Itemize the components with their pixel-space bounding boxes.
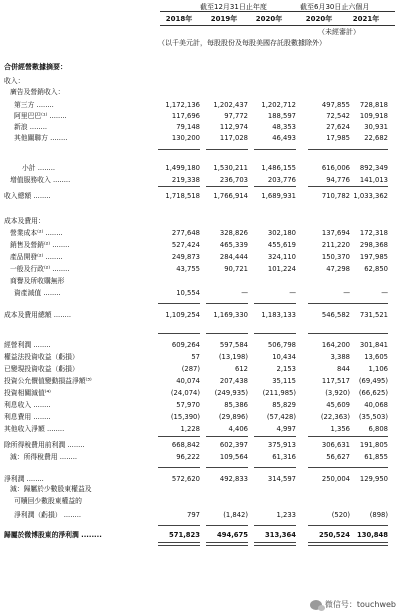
subtotal-rule xyxy=(254,467,296,468)
subtotal-rule xyxy=(158,525,200,526)
value-cell: 130,848 xyxy=(357,531,388,539)
table-row xyxy=(0,412,400,423)
value-cell: 27,624 xyxy=(326,123,350,131)
interim-period-label: 截至6月30日止六個月 xyxy=(300,3,370,11)
row-label: 投資公允價值變動損益淨額⁽³⁾ xyxy=(4,377,92,385)
unaudited-label: （未經審計） xyxy=(318,28,360,36)
table-row xyxy=(0,364,400,375)
value-cell: 150,370 xyxy=(321,253,350,261)
value-cell: 130,200 xyxy=(171,134,200,142)
year-2021-interim: 2021年 xyxy=(352,15,380,23)
wechat-icon xyxy=(310,600,322,610)
value-cell: (35,503) xyxy=(358,413,388,421)
table-row xyxy=(0,111,400,122)
subtotal-rule xyxy=(308,333,350,334)
value-cell: 731,521 xyxy=(359,311,388,319)
value-cell: 172,318 xyxy=(359,229,388,237)
value-cell: (249,935) xyxy=(214,389,248,397)
value-cell: 250,524 xyxy=(319,531,350,539)
year-2020: 2020年 xyxy=(255,15,283,23)
row-label: 產品開發⁽²⁾ ........ xyxy=(10,253,63,261)
value-cell: 277,648 xyxy=(171,229,200,237)
value-cell: 612 xyxy=(235,365,248,373)
row-label: 其他收入淨額 ........ xyxy=(4,425,65,433)
value-cell: 494,675 xyxy=(217,531,248,539)
value-cell: (1,842) xyxy=(223,511,248,519)
table-row xyxy=(0,424,400,435)
value-cell: 455,619 xyxy=(267,241,296,249)
value-cell: 3,388 xyxy=(330,353,350,361)
value-cell: 17,985 xyxy=(326,134,350,142)
year-header xyxy=(0,14,400,24)
value-cell: 1,172,136 xyxy=(165,101,200,109)
subtotal-rule xyxy=(206,467,248,468)
value-cell: 191,805 xyxy=(359,441,388,449)
subtotal-rule xyxy=(346,149,388,150)
subtotal-rule xyxy=(346,186,388,187)
value-cell: 1,202,437 xyxy=(213,101,248,109)
value-cell: 62,850 xyxy=(364,265,388,273)
value-cell: (22,363) xyxy=(320,413,350,421)
table-row xyxy=(0,191,400,202)
value-cell: 497,855 xyxy=(321,101,350,109)
value-cell: 1,202,712 xyxy=(261,101,296,109)
subtotal-rule xyxy=(254,525,296,526)
value-cell: 571,823 xyxy=(169,531,200,539)
table-row xyxy=(0,452,400,463)
watermark-text: 微信号：touchweb xyxy=(324,600,396,609)
row-label: 收入總額 ........ xyxy=(4,192,51,200)
subtotal-rule xyxy=(254,436,296,437)
row-label: 權益法投資收益（虧損） xyxy=(4,353,79,361)
value-cell: 249,873 xyxy=(171,253,200,261)
table-row xyxy=(0,264,400,275)
table-row xyxy=(0,352,400,363)
value-cell: 1,169,330 xyxy=(213,311,248,319)
table-row xyxy=(0,530,400,541)
row-label: 淨利潤 ........ xyxy=(4,475,44,483)
subtotal-rule xyxy=(206,149,248,150)
value-cell: (69,495) xyxy=(358,377,388,385)
subtotal-rule xyxy=(308,525,350,526)
value-cell: 314,597 xyxy=(267,475,296,483)
value-cell: 96,222 xyxy=(176,453,200,461)
value-cell: 1,228 xyxy=(180,425,200,433)
subtotal-rule xyxy=(346,467,388,468)
section-title: 合併經營數據摘要： xyxy=(4,63,67,71)
value-cell: 47,298 xyxy=(326,265,350,273)
row-label: 資產減值 ........ xyxy=(14,289,61,297)
value-cell: 506,798 xyxy=(267,341,296,349)
table-row xyxy=(0,228,400,239)
value-cell: 211,220 xyxy=(321,241,350,249)
row-label: 銷售及營銷⁽²⁾ ........ xyxy=(10,241,70,249)
value-cell: 313,364 xyxy=(265,531,296,539)
units-note: （以千美元計，每股股份及每股美國存託股數據除外） xyxy=(158,39,326,47)
subtotal-rule xyxy=(158,436,200,437)
subtotal-rule xyxy=(308,467,350,468)
value-cell: 302,180 xyxy=(267,229,296,237)
value-cell: 710,782 xyxy=(321,192,350,200)
row-label: 第三方 ........ xyxy=(14,101,54,109)
value-cell: — xyxy=(289,289,296,297)
row-label: 成本及費用總額 ........ xyxy=(4,311,72,319)
value-cell: (287) xyxy=(181,365,200,373)
value-cell: 40,074 xyxy=(176,377,200,385)
value-cell: 10,434 xyxy=(272,353,296,361)
value-cell: 117,028 xyxy=(219,134,248,142)
subtotal-rule xyxy=(158,186,200,187)
row-label: 新浪 ........ xyxy=(14,123,48,131)
table-row xyxy=(0,100,400,111)
value-cell: (13,198) xyxy=(218,353,248,361)
value-cell: 306,631 xyxy=(321,441,350,449)
value-cell: 72,542 xyxy=(326,112,350,120)
table-row xyxy=(0,496,400,507)
subtotal-rule xyxy=(346,303,388,304)
value-cell: 597,584 xyxy=(219,341,248,349)
value-cell: 6,808 xyxy=(368,425,388,433)
value-cell: 56,627 xyxy=(326,453,350,461)
value-cell: 492,833 xyxy=(219,475,248,483)
value-cell: 4,406 xyxy=(228,425,248,433)
value-cell: 94,776 xyxy=(326,176,350,184)
value-cell: 61,855 xyxy=(364,453,388,461)
table-row xyxy=(0,440,400,451)
value-cell: 117,696 xyxy=(171,112,200,120)
subtotal-rule xyxy=(158,303,200,304)
watermark xyxy=(310,599,396,610)
table-row xyxy=(0,276,400,287)
row-label: 一般及行政⁽²⁾ ........ xyxy=(10,265,70,273)
value-cell: 284,444 xyxy=(219,253,248,261)
row-label: 利息費用 ........ xyxy=(4,413,51,421)
value-cell: 1,718,518 xyxy=(165,192,200,200)
annual-period-label: 截至12月31日止年度 xyxy=(200,3,267,11)
value-cell: 572,620 xyxy=(171,475,200,483)
value-cell: 1,530,211 xyxy=(213,164,248,172)
value-cell: (66,625) xyxy=(358,389,388,397)
subtotal-rule xyxy=(308,436,350,437)
value-cell: 844 xyxy=(337,365,350,373)
value-cell: 1,033,362 xyxy=(353,192,388,200)
value-cell: 328,826 xyxy=(219,229,248,237)
value-cell: 48,353 xyxy=(272,123,296,131)
value-cell: (520) xyxy=(331,511,350,519)
row-label: 收入： xyxy=(4,77,25,85)
subtotal-rule xyxy=(308,186,350,187)
table-row xyxy=(0,76,400,87)
value-cell: 85,829 xyxy=(272,401,296,409)
row-label: 商譽及所收購無形 xyxy=(10,277,65,285)
row-label: 阿里巴巴⁽¹⁾ ........ xyxy=(14,112,67,120)
subtotal-rule xyxy=(254,333,296,334)
value-cell: 90,721 xyxy=(224,265,248,273)
value-cell: 2,153 xyxy=(276,365,296,373)
subtotal-rule xyxy=(158,149,200,150)
value-cell: — xyxy=(343,289,350,297)
value-cell: 219,338 xyxy=(171,176,200,184)
value-cell: 10,554 xyxy=(176,289,200,297)
value-cell: (15,390) xyxy=(170,413,200,421)
row-label: 減：歸屬於少數股東權益及 xyxy=(10,485,92,493)
value-cell: 4,997 xyxy=(276,425,296,433)
value-cell: 101,224 xyxy=(267,265,296,273)
value-cell: 616,006 xyxy=(321,164,350,172)
table-row xyxy=(0,133,400,144)
table-row xyxy=(0,340,400,351)
value-cell: (898) xyxy=(369,511,388,519)
row-label: 淨利潤（虧損） ........ xyxy=(14,511,82,519)
value-cell: 13,605 xyxy=(364,353,388,361)
row-label: 小計 ........ xyxy=(22,164,56,172)
value-cell: 465,339 xyxy=(219,241,248,249)
value-cell: 250,004 xyxy=(321,475,350,483)
value-cell: 1,356 xyxy=(330,425,350,433)
subtotal-rule xyxy=(308,303,350,304)
row-label: 已變現投資收益（虧損） xyxy=(4,365,79,373)
value-cell: 85,386 xyxy=(224,401,248,409)
value-cell: 40,068 xyxy=(364,401,388,409)
value-cell: 45,609 xyxy=(326,401,350,409)
value-cell: — xyxy=(241,289,248,297)
value-cell: 57 xyxy=(191,353,200,361)
value-cell: 1,486,155 xyxy=(261,164,296,172)
value-cell: 668,842 xyxy=(171,441,200,449)
table-row xyxy=(0,240,400,251)
double-rule xyxy=(158,542,200,546)
value-cell: — xyxy=(381,289,388,297)
subtotal-rule xyxy=(254,303,296,304)
value-cell: 141,013 xyxy=(359,176,388,184)
value-cell: 375,913 xyxy=(267,441,296,449)
value-cell: 546,582 xyxy=(321,311,350,319)
annual-rule xyxy=(160,11,290,12)
table-row xyxy=(0,288,400,299)
row-label: 除所得稅費用前利潤 ........ xyxy=(4,441,85,449)
year-2020-interim: 2020年 xyxy=(305,15,333,23)
subtotal-rule xyxy=(346,525,388,526)
value-cell: 197,985 xyxy=(359,253,388,261)
double-rule xyxy=(346,542,388,546)
year-2018: 2018年 xyxy=(165,15,193,23)
year-rule xyxy=(160,25,395,26)
table-row xyxy=(0,252,400,263)
double-rule xyxy=(254,542,296,546)
double-rule xyxy=(206,542,248,546)
value-cell: 236,703 xyxy=(219,176,248,184)
row-label: 其他關聯方 ........ xyxy=(14,134,68,142)
value-cell: 1,689,931 xyxy=(261,192,296,200)
value-cell: 137,694 xyxy=(321,229,350,237)
subtotal-rule xyxy=(206,525,248,526)
subtotal-rule xyxy=(206,436,248,437)
value-cell: 1,499,180 xyxy=(165,164,200,172)
value-cell: 30,931 xyxy=(364,123,388,131)
table-row xyxy=(0,310,400,321)
table-row xyxy=(0,87,400,98)
value-cell: 57,970 xyxy=(176,401,200,409)
value-cell: 35,115 xyxy=(272,377,296,385)
value-cell: 207,438 xyxy=(219,377,248,385)
double-rule xyxy=(308,542,350,546)
value-cell: 324,110 xyxy=(267,253,296,261)
subtotal-rule xyxy=(206,186,248,187)
table-row xyxy=(0,510,400,521)
value-cell: 527,424 xyxy=(171,241,200,249)
subtotal-rule xyxy=(346,333,388,334)
value-cell: 609,264 xyxy=(171,341,200,349)
row-label: 增值服務收入 ........ xyxy=(10,176,71,184)
value-cell: 79,148 xyxy=(176,123,200,131)
year-2019: 2019年 xyxy=(210,15,238,23)
value-cell: 164,200 xyxy=(321,341,350,349)
value-cell: 602,397 xyxy=(219,441,248,449)
subtotal-rule xyxy=(254,186,296,187)
row-label: 投資相關減值⁽⁴⁾ xyxy=(4,389,51,397)
value-cell: 298,368 xyxy=(359,241,388,249)
row-label: 經營利潤 ........ xyxy=(4,341,51,349)
value-cell: (57,428) xyxy=(266,413,296,421)
table-row xyxy=(0,175,400,186)
value-cell: 129,950 xyxy=(359,475,388,483)
table-row xyxy=(0,122,400,133)
subtotal-rule xyxy=(346,436,388,437)
table-row xyxy=(0,388,400,399)
value-cell: 43,755 xyxy=(176,265,200,273)
value-cell: 109,564 xyxy=(219,453,248,461)
value-cell: 728,818 xyxy=(359,101,388,109)
value-cell: 22,682 xyxy=(364,134,388,142)
row-label: 利息收入 ........ xyxy=(4,401,51,409)
value-cell: 46,493 xyxy=(272,134,296,142)
value-cell: 1,106 xyxy=(368,365,388,373)
table-row xyxy=(0,163,400,174)
row-label: 成本及費用： xyxy=(4,217,45,225)
subtotal-rule xyxy=(158,333,200,334)
value-cell: 797 xyxy=(187,511,200,519)
row-label: 可贖回少數股東權益的 xyxy=(14,497,82,505)
subtotal-rule xyxy=(254,149,296,150)
table-row xyxy=(0,400,400,411)
subtotal-rule xyxy=(308,149,350,150)
value-cell: 188,597 xyxy=(267,112,296,120)
row-label: 廣告及營銷收入： xyxy=(10,88,65,96)
value-cell: 1,183,133 xyxy=(261,311,296,319)
table-row xyxy=(0,216,400,227)
table-row xyxy=(0,376,400,387)
value-cell: 117,517 xyxy=(321,377,350,385)
value-cell: 1,233 xyxy=(276,511,296,519)
value-cell: 61,316 xyxy=(272,453,296,461)
row-label: 減：所得稅費用 ........ xyxy=(10,453,78,461)
value-cell: (3,920) xyxy=(325,389,350,397)
value-cell: 203,776 xyxy=(267,176,296,184)
interim-rule xyxy=(285,11,395,12)
subtotal-rule xyxy=(206,333,248,334)
value-cell: 97,772 xyxy=(224,112,248,120)
value-cell: 301,841 xyxy=(359,341,388,349)
value-cell: 892,349 xyxy=(359,164,388,172)
subtotal-rule xyxy=(158,467,200,468)
value-cell: 1,109,254 xyxy=(165,311,200,319)
row-label: 營業成本⁽²⁾ ........ xyxy=(10,229,63,237)
value-cell: (29,896) xyxy=(218,413,248,421)
table-row xyxy=(0,484,400,495)
value-cell: (211,985) xyxy=(262,389,296,397)
value-cell: 109,918 xyxy=(359,112,388,120)
value-cell: 112,974 xyxy=(219,123,248,131)
row-label: 歸屬於微博股東的淨利潤 ........ xyxy=(4,531,102,539)
value-cell: 1,766,914 xyxy=(213,192,248,200)
subtotal-rule xyxy=(206,303,248,304)
value-cell: (24,074) xyxy=(170,389,200,397)
